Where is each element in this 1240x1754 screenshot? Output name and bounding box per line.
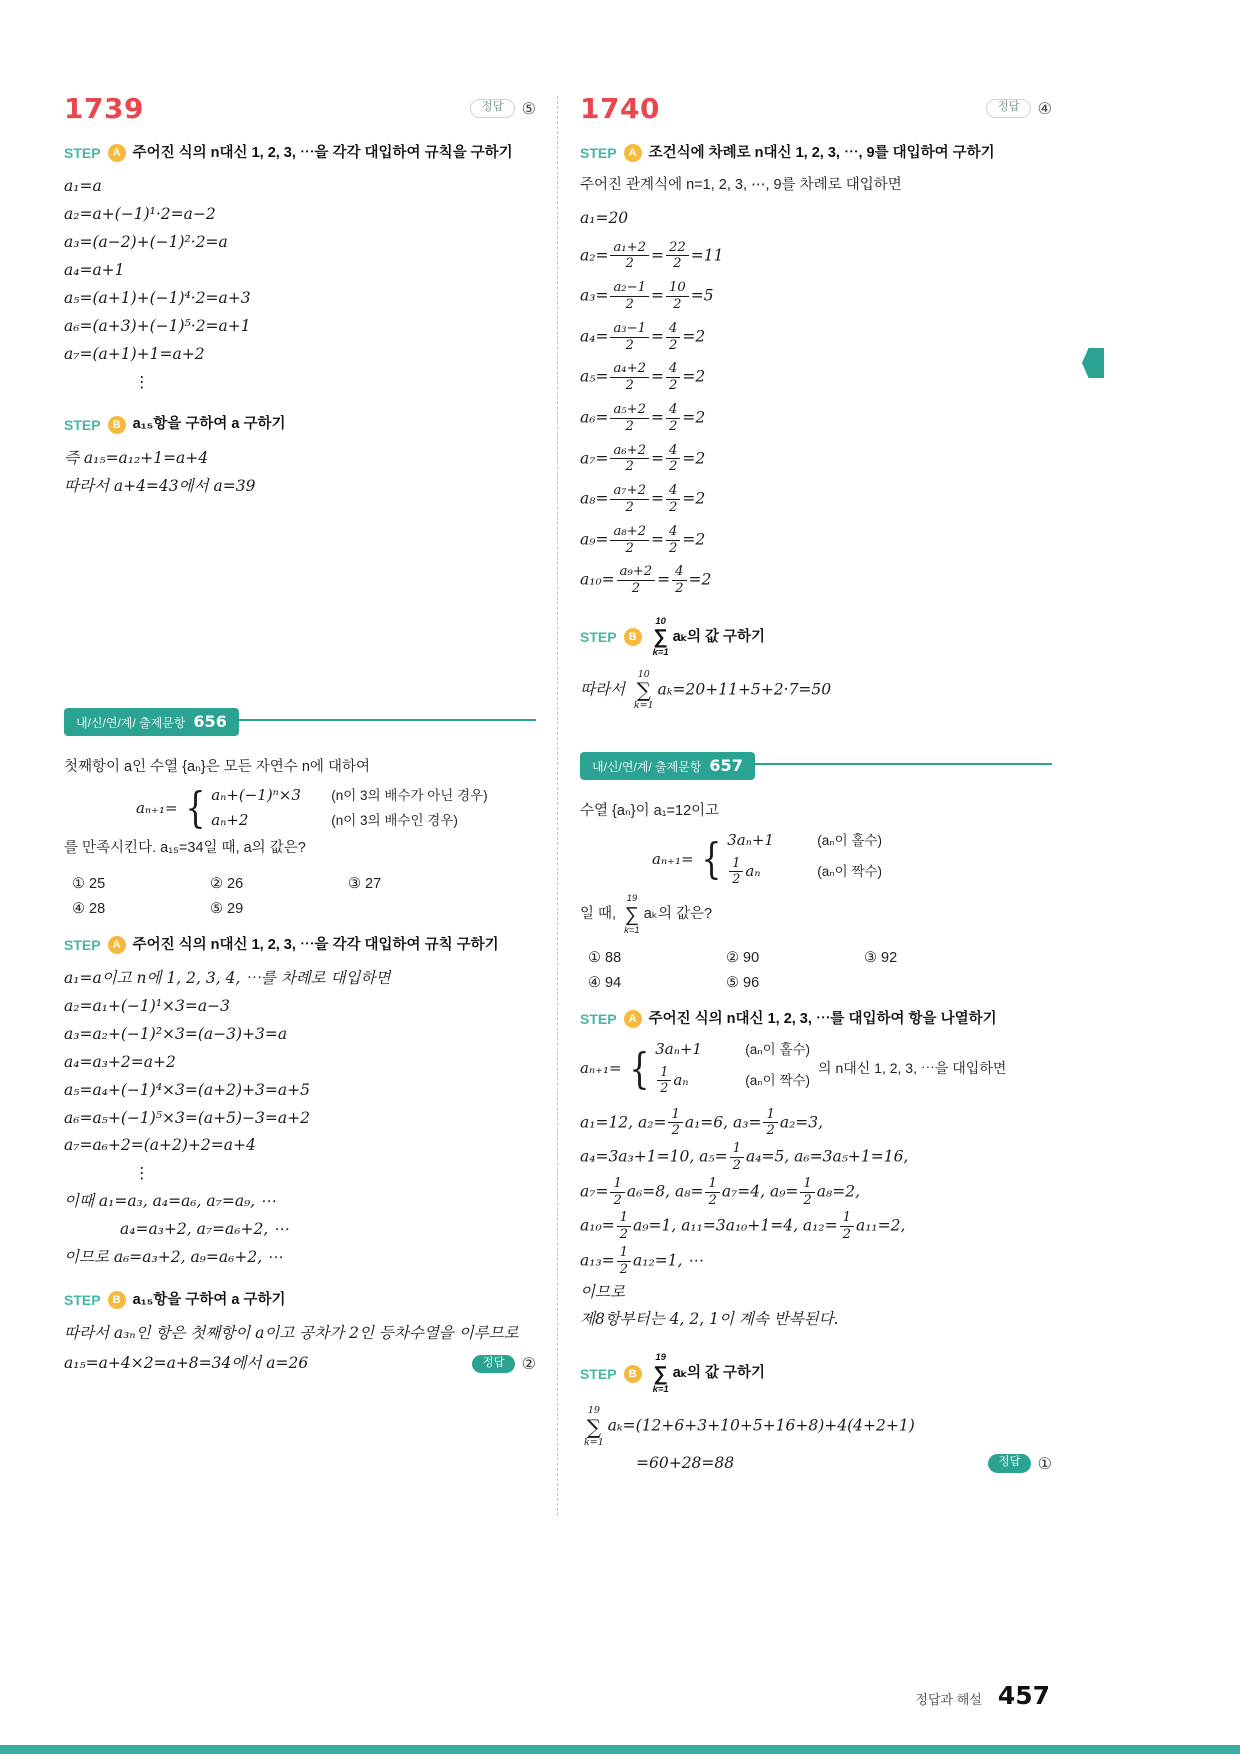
step-a-header [64, 143, 536, 163]
step-word: STEP [64, 936, 101, 953]
math-lines [580, 205, 1052, 598]
answer-value: ② [521, 1355, 536, 1373]
fraction: $\frac{\text{a₂−1}}{2}$ [610, 280, 649, 313]
problem-1739-header [64, 92, 536, 125]
math-line: a₄=a₃+2=a+2 [64, 1052, 176, 1071]
step-letter-badge: B [624, 628, 642, 646]
case-expression: aₙ+(−1)ⁿ×3 [211, 785, 301, 804]
choice-5: ⑤ 96 [726, 974, 760, 991]
case-expression: aₙ+2 [211, 810, 249, 829]
answer-pill: 정답 [472, 1355, 514, 1374]
answer-value: ④ [1037, 100, 1052, 118]
case-condition: (aₙ이 홀수) [745, 1042, 811, 1058]
brace: { [700, 834, 721, 884]
fraction: $\frac{1}{2}$ [763, 1107, 777, 1140]
case-expression: 3aₙ+1 [727, 830, 774, 849]
math-line: a₃= $\frac{\text{a₂−1}}{2}$ = $\frac{10}{2}$ =5 [580, 280, 714, 312]
problem-number: 657 [709, 756, 743, 776]
answer-indicator [470, 99, 536, 119]
step-word: STEP [64, 145, 101, 162]
recurrence-formula [580, 1039, 1052, 1097]
answer-value: ⑤ [521, 100, 536, 118]
fraction: $\frac{4}{2}$ [666, 483, 680, 516]
math-line: a₃=a₂+(−1)²×3=(a−3)+3=a [64, 1024, 288, 1043]
math-line: a₁₃= $\frac{1}{2}$ a₁₂=1, ⋯ [580, 1244, 703, 1277]
math-line: a₁=12, a₂= $\frac{1}{2}$ a₁=6, a₃= $\frac{1}{2}$ a₂=3, [580, 1106, 824, 1139]
sigma-notation: 19 ∑ k=1 [652, 1352, 669, 1395]
step-letter-badge: A [108, 936, 126, 954]
step-title: a₁₅항을 구하여 a 구하기 [132, 1291, 286, 1308]
fraction: $\frac{\text{a₅+2}}{2}$ [610, 402, 649, 435]
case-row [655, 1064, 810, 1098]
problem-number: 1739 [64, 92, 144, 125]
math-line: a₇= $\frac{1}{2}$ a₆=8, a₈= $\frac{1}{2}$ a₇=4, a₉= $\frac{1}{2}$ a₈=2, [580, 1175, 861, 1208]
step-word: STEP [580, 1011, 617, 1028]
fraction: $\frac{\text{a₃−1}}{2}$ [610, 321, 649, 354]
math-line: a₇=(a+1)+1=a+2 [64, 344, 205, 363]
math-line: a₈= $\frac{\text{a₇+2}}{2}$ = $\frac{4}{2}$ =2 [580, 483, 706, 515]
math-line: a₇= $\frac{\text{a₆+2}}{2}$ = $\frac{4}{2}$ =2 [580, 442, 706, 475]
math-line: 이므로 [580, 1282, 625, 1301]
formula-lhs: aₙ₊₁= [652, 850, 694, 869]
math-lines [580, 669, 1052, 712]
answer-badge [988, 1454, 1052, 1474]
math-lines [64, 965, 536, 1272]
choice-3: ③ 92 [864, 949, 898, 966]
fraction: $\frac{\text{a₁+2}}{2}$ [610, 240, 649, 273]
problem-statement: 수열 {aₙ}이 a₁=12이고 [580, 803, 720, 820]
step-a-header [580, 1009, 1052, 1029]
case-row [727, 855, 882, 889]
case-expression: 3aₙ+1 [655, 1040, 702, 1059]
final-answer-row [64, 1350, 536, 1378]
step-title: a₁₅항을 구하여 a 구하기 [132, 416, 286, 433]
math-line: a₆= $\frac{\text{a₅+2}}{2}$ = $\frac{4}{2}$ =2 [580, 401, 706, 434]
page-number: 457 [997, 1681, 1050, 1710]
math-line: a₁=20 [580, 208, 629, 227]
fraction: $\frac{1}{2}$ [705, 1176, 719, 1209]
problem-1739-solution [64, 92, 536, 501]
fraction: $\frac{1}{2}$ [668, 1107, 682, 1140]
fraction: $\frac{1}{2}$ [840, 1210, 854, 1243]
fraction: $\frac{4}{2}$ [666, 524, 680, 557]
step-word: STEP [64, 1291, 101, 1308]
answer-choices [72, 876, 536, 917]
sigma-notation: 10 ∑ k=1 [633, 668, 654, 712]
step-a-header [580, 143, 1052, 163]
fraction: $\frac{4}{2}$ [666, 321, 680, 354]
math-line: a₅= $\frac{\text{a₄+2}}{2}$ = $\frac{4}{2}$ =2 [580, 361, 706, 394]
math-line: 제8항부터는 4, 2, 1이 계속 반복된다. [580, 1310, 839, 1329]
step-letter-badge: A [624, 144, 642, 162]
fraction: $\frac{4}{2}$ [666, 402, 680, 435]
piecewise-formula [652, 830, 1052, 888]
fraction: $\frac{1}{2}$ [610, 1176, 624, 1209]
right-column [580, 92, 1052, 1478]
math-line: a₉= $\frac{\text{a₈+2}}{2}$ = $\frac{4}{2}$ =2 [580, 523, 706, 556]
math-line: a₆=(a+3)+(−1)⁵·2=a+1 [64, 316, 251, 335]
brace: { [184, 783, 205, 833]
choice-2: ② 90 [726, 949, 760, 966]
choice-5: ⑤ 29 [210, 900, 244, 917]
header-label [64, 708, 239, 736]
answer-pill: 정답 [988, 1454, 1030, 1473]
problem-number: 1740 [580, 92, 660, 125]
case-condition: (aₙ이 홀수) [817, 832, 883, 848]
step-b-header [580, 1352, 1052, 1395]
math-line: a₁=a [64, 177, 102, 196]
case-row [727, 830, 882, 852]
footer-label: 정답과 해설 [915, 1692, 982, 1707]
final-answer-row [580, 1450, 1052, 1478]
step-title: 주어진 식의 n대신 1, 2, 3, ⋯를 대입하여 항을 나열하기 [648, 1010, 997, 1027]
fraction: $\frac{1}{2}$ [730, 1141, 744, 1174]
step-b-header [64, 414, 536, 434]
math-lines [64, 445, 536, 501]
step-a-header [64, 935, 536, 955]
math-lines [580, 1405, 1052, 1448]
fraction: $\frac{\text{a₄+2}}{2}$ [610, 361, 649, 394]
step-b-header [580, 616, 1052, 659]
linked-problem-656 [64, 713, 536, 1378]
problem-question: 를 만족시킨다. a₁₅=34일 때, a의 값은? [64, 840, 306, 857]
piecewise-cases [727, 830, 882, 888]
piecewise-cases [211, 785, 487, 832]
formula-lhs: aₙ₊₁= [136, 799, 178, 818]
math-line: a₁₀= $\frac{1}{2}$ a₉=1, a₁₁=3a₁₀+1=4, a₁₂= $\frac{1}{2}$ a₁₁=2, [580, 1210, 906, 1243]
fraction: $\frac{1}{2}$ [617, 1245, 631, 1278]
math-line: a₆=a₅+(−1)⁵×3=(a+5)−3=a+2 [64, 1108, 310, 1127]
problem-1740-header [580, 92, 1052, 125]
final-line: a₁₅=a+4×2=a+8=34에서 a=26 [64, 1354, 309, 1373]
problem-number: 656 [193, 711, 227, 731]
answer-indicator [986, 99, 1052, 119]
math-line: a₅=(a+1)+(−1)⁴·2=a+3 [64, 288, 251, 307]
math-line: 따라서 a₃ₙ인 항은 첫째항이 a이고 공차가 2인 등차수열을 이루므로 [64, 1324, 519, 1343]
step-title: 조건식에 차례로 n대신 1, 2, 3, ⋯, 9를 대입하여 구하기 [648, 145, 995, 161]
step-word: STEP [580, 629, 617, 646]
final-line: =60+28=88 [636, 1453, 735, 1472]
linked-problem-656-header [64, 713, 536, 743]
fraction: $\frac{1}{2}$ [729, 856, 743, 888]
math-lines [64, 1320, 536, 1348]
step-title: 10 ∑ k=1 aₖ의 값 구하기 [652, 615, 766, 659]
choice-1: ① 25 [72, 875, 106, 892]
math-line: 따라서 10 ∑ k=1 aₖ=20+11+5+2·7=50 [580, 668, 832, 712]
step-word: STEP [64, 416, 101, 433]
formula-lhs: aₙ₊₁= [580, 1059, 622, 1078]
step-letter-badge: B [624, 1365, 642, 1383]
math-line: a₂=a₁+(−1)¹×3=a−3 [64, 996, 230, 1015]
fraction: $\frac{10}{2}$ [666, 280, 689, 313]
fraction: $\frac{1}{2}$ [617, 1210, 631, 1243]
case-condition: (n이 3의 배수인 경우) [331, 812, 458, 828]
answer-badge [472, 1354, 536, 1374]
problem-question: 일 때, 19 ∑ k=1 aₖ의 값은? [580, 893, 713, 936]
math-line: a₁=a이고 n에 1, 2, 3, 4, ⋯를 차례로 대입하면 [64, 969, 391, 988]
answer-value: ① [1037, 1455, 1052, 1473]
header-tag: 내/신/연/계/ 출제문항 [592, 760, 702, 775]
case-expression: $\frac{1}{2}$ aₙ [655, 1064, 733, 1098]
choice-2: ② 26 [210, 875, 244, 892]
math-line: 19 ∑ k=1 aₖ=(12+6+3+10+5+16+8)+4(4+2+1) [584, 1405, 915, 1448]
math-line: a₂= $\frac{\text{a₁+2}}{2}$ = $\frac{22}{2}$ =11 [580, 239, 724, 272]
case-row [655, 1039, 810, 1061]
case-condition: (aₙ이 짝수) [745, 1073, 811, 1089]
math-line: a₂=a+(−1)¹·2=a−2 [64, 205, 216, 224]
math-line: 따라서 a+4=43에서 a=39 [64, 476, 256, 495]
case-row [211, 810, 487, 832]
fraction: $\frac{4}{2}$ [666, 443, 680, 476]
step-word: STEP [580, 1365, 617, 1382]
column-divider [557, 96, 558, 1516]
answer-pill: 정답 [986, 99, 1030, 118]
math-line: a₁₀= $\frac{\text{a₉+2}}{2}$ = $\frac{4}{2}$ =2 [580, 564, 712, 597]
step-word: STEP [580, 145, 617, 162]
fraction: $\frac{\text{a₇+2}}{2}$ [610, 483, 649, 516]
sigma-notation: 19 ∑ k=1 [584, 1405, 604, 1448]
left-column [64, 92, 536, 1378]
math-lines [580, 1106, 1052, 1335]
fraction: $\frac{4}{2}$ [672, 564, 686, 597]
case-condition: (n이 3의 배수가 아닌 경우) [331, 787, 488, 803]
answer-pill: 정답 [470, 99, 514, 118]
piecewise-formula [136, 785, 536, 832]
math-line: 이때 a₁=a₃, a₄=a₆, a₇=a₉, ⋯ [64, 1192, 276, 1211]
math-line: 즉 a₁₅=a₁₂+1=a+4 [64, 448, 209, 467]
case-expression: $\frac{1}{2}$ aₙ [727, 855, 805, 889]
math-line: a₅=a₄+(−1)⁴×3=(a+2)+3=a+5 [64, 1080, 310, 1099]
math-line: a₃=(a−2)+(−1)²·2=a [64, 233, 228, 252]
step-letter-badge: A [108, 144, 126, 162]
section-tab [1082, 348, 1104, 378]
brace: { [628, 1043, 649, 1093]
answer-choices [588, 950, 1052, 991]
fraction: $\frac{\text{a₆+2}}{2}$ [610, 443, 649, 476]
step-title: 주어진 식의 n대신 1, 2, 3, ⋯을 각각 대입하여 규칙 구하기 [132, 936, 499, 953]
fraction: $\frac{22}{2}$ [666, 240, 689, 273]
step-title: 주어진 식의 n대신 1, 2, 3, ⋯을 각각 대입하여 규칙을 구하기 [132, 145, 513, 161]
formula-suffix: 의 n대신 1, 2, 3, ⋯을 대입하면 [818, 1060, 1007, 1077]
math-lines [64, 173, 536, 396]
header-tag: 내/신/연/계/ 출제문항 [76, 715, 186, 730]
fraction: $\frac{\text{a₈+2}}{2}$ [610, 524, 649, 557]
piecewise-cases [655, 1039, 810, 1097]
math-line: a₄=a₃+2, a₇=a₆+2, ⋯ [120, 1220, 289, 1239]
fraction: $\frac{\text{a₉+2}}{2}$ [617, 564, 656, 597]
math-line: ⋮ [134, 1164, 150, 1183]
header-label [580, 752, 755, 780]
step-letter-badge: B [108, 416, 126, 434]
problem-statement: 첫째항이 a인 수열 {aₙ}은 모든 자연수 n에 대하여 [64, 758, 370, 775]
math-line: a₇=a₆+2=(a+2)+2=a+4 [64, 1136, 256, 1155]
fraction: $\frac{1}{2}$ [800, 1176, 814, 1209]
problem-1740-solution [580, 92, 1052, 711]
choice-4: ④ 94 [588, 974, 622, 991]
sigma-notation: 10 ∑ k=1 [652, 615, 669, 659]
bottom-accent-bar [0, 1745, 1240, 1754]
step-letter-badge: A [624, 1010, 642, 1028]
math-line: a₄= $\frac{\text{a₃−1}}{2}$ = $\frac{4}{2}$ =2 [580, 320, 706, 353]
case-condition: (aₙ이 짝수) [817, 863, 883, 879]
math-line: 이므로 a₆=a₃+2, a₉=a₆+2, ⋯ [64, 1247, 283, 1266]
choice-1: ① 88 [588, 949, 622, 966]
math-line: a₄=3a₃+1=10, a₅= $\frac{1}{2}$ a₄=5, a₆=3a₅+1=16, [580, 1141, 909, 1173]
solution-intro: 주어진 관계식에 n=1, 2, 3, ⋯, 9를 차례로 대입하면 [580, 177, 902, 194]
choice-3: ③ 27 [348, 875, 382, 892]
case-row [211, 785, 487, 807]
step-b-header [64, 1290, 536, 1310]
step-letter-badge: B [108, 1291, 126, 1309]
math-line: a₄=a+1 [64, 260, 125, 279]
math-line: ⋮ [134, 372, 150, 391]
linked-problem-657-header [580, 757, 1052, 787]
fraction: $\frac{4}{2}$ [666, 361, 680, 394]
sigma-notation: 19 ∑ k=1 [624, 893, 640, 936]
step-title: 19 ∑ k=1 aₖ의 값 구하기 [652, 1352, 766, 1395]
linked-problem-657 [580, 757, 1052, 1477]
fraction: $\frac{1}{2}$ [657, 1065, 671, 1097]
page-footer [915, 1681, 1050, 1710]
choice-4: ④ 28 [72, 900, 106, 917]
